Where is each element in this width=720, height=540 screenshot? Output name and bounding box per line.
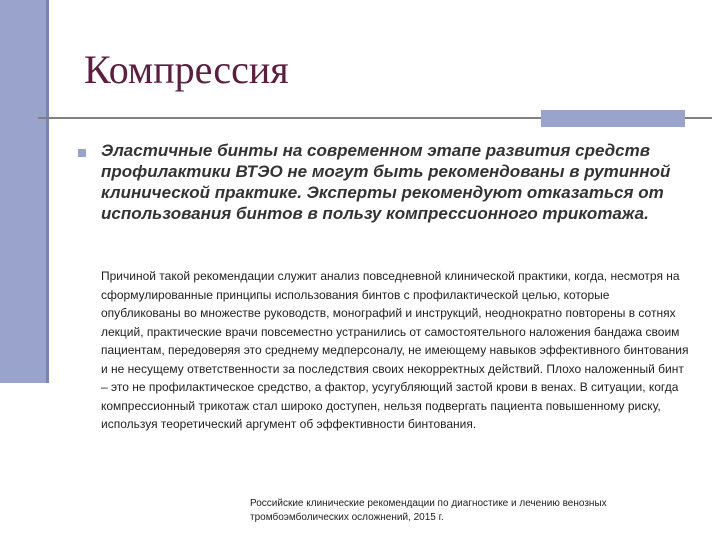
left-decorative-bar [0,0,49,383]
bullet-text: Эластичные бинты на современном этапе развития средств профилактики ВТЭО не могут быть рекомендованы в рутинной клинической практике. Эксперты рекомендуют отказаться от использования бинтов в пользу компрессионного трикотажа. [101,141,671,223]
slide-title: Компрессия [84,47,289,92]
accent-box [541,110,685,127]
body-paragraph: Причиной такой рекомендации служит анализ повседневной клинической практики, когда, несмотря на сформулированные принципы использования бинтов с профилактической целью, которые опубликованы во множестве руководств, монографий и инструкций, неоднократно повторены в сотнях лекций, практические врачи повсеместно устранились от самостоятельного наложения бандажа своим пациентам, передоверяя это среднему медперсоналу, не имеющему навыков эффективного бинтования и не несущему ответственности за последствия своих некорректных действий. Плохо наложенный бинт – это не профилактическое средство, а фактор, усугубляющий застой крови в венах. В ситуации, когда компрессионный трикотаж стал широко доступен, нельзя подвергать пациента повышенному риску, используя теоретический аргумент об эффективности бинтования. [101,269,689,431]
bullet-marker [78,149,86,157]
reference-citation: Российские клинические рекомендации по диагностике и лечению венозных тромбоэмболических осложнений, 2015 г. [250,498,607,523]
